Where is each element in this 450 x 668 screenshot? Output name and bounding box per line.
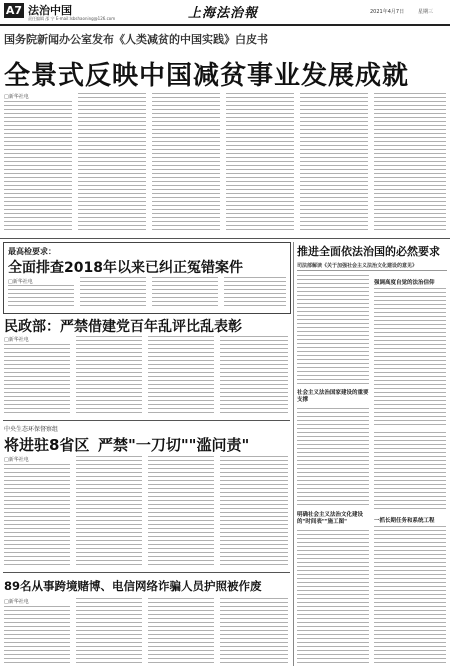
body-column-1 <box>4 344 70 416</box>
issue-weekday: 星期三 <box>418 9 434 15</box>
section-head-1: 强调高度自觉的法治信仰 <box>374 280 435 286</box>
column-divider <box>293 242 294 666</box>
body-column-6 <box>374 93 446 233</box>
story-box-prosecutors <box>3 242 291 314</box>
body-column-4 <box>226 93 294 233</box>
story-byline: □新华社电 <box>4 94 29 100</box>
story-headline: 89名从事跨境赌博、电信网络诈骗人员护照被作废 <box>4 579 262 593</box>
subhead-rule <box>297 270 447 271</box>
section-divider <box>3 572 290 573</box>
story-headline: 民政部：严禁借建党百年乱评比乱表彰 <box>4 319 242 335</box>
body-column-3 <box>148 336 214 416</box>
body-column-2 <box>78 93 146 233</box>
story-headline: 全面排查2018年以来已纠正冤错案件 <box>8 260 243 276</box>
story-kicker: 最高检要求： <box>8 247 56 256</box>
section-divider <box>3 420 290 421</box>
body-column-4 <box>220 598 288 664</box>
body-column-1 <box>8 285 74 309</box>
body-column-4 <box>220 456 288 568</box>
section-head-2: 社会主义法治国家建设的重要支撑 <box>297 390 369 403</box>
body-column-3 <box>152 93 220 233</box>
body-column-2 <box>76 598 142 664</box>
story-byline: □新华社电 <box>4 599 29 605</box>
section-head-3: 明确社会主义法治文化建设的"时间表""施工图" <box>297 512 364 525</box>
body-column-right-1 <box>374 288 446 428</box>
page-code: A7 <box>5 4 23 17</box>
body-column-right-3 <box>374 526 446 664</box>
story-headline-part2: 严禁"一刀切""滥问责" <box>98 436 250 454</box>
section-name: 法治中国 <box>28 4 72 17</box>
editor-line: 责任编辑 邵 宁 E-mail:lsbshaoning@126.com <box>28 16 116 21</box>
body-column-1 <box>4 101 72 233</box>
body-column-3 <box>148 598 214 664</box>
body-column-2 <box>80 277 146 309</box>
body-column-right-2 <box>374 432 446 512</box>
issue-date: 2021年4月7日 <box>370 9 405 15</box>
paper-name: 上海法治報 <box>188 6 259 21</box>
story-headline-part1: 将进驻8省区 <box>4 436 90 454</box>
masthead-rule <box>0 24 450 26</box>
story-kicker: 中央生态环保督察组 <box>4 426 59 433</box>
body-column-1 <box>4 606 70 664</box>
story-headline: 推进全面依法治国的必然要求 <box>297 245 440 258</box>
body-column-5 <box>300 93 368 233</box>
story-kicker: 国务院新闻办公室发布《人类减贫的中国实践》白皮书 <box>4 33 268 46</box>
body-column-4 <box>220 336 288 416</box>
story-subhead: 司法部解读《关于加强社会主义法治文化建设的意见》 <box>297 263 418 269</box>
section-divider <box>0 238 450 239</box>
body-column-4 <box>224 277 286 309</box>
body-column-2 <box>76 336 142 416</box>
body-column-left-2 <box>297 408 369 506</box>
section-head-4: 一抓长期任务和系统工程 <box>374 518 435 524</box>
body-column-left-1 <box>297 275 369 385</box>
body-column-3 <box>152 277 218 309</box>
body-column-3 <box>148 456 214 568</box>
story-byline: □新华社电 <box>4 337 29 343</box>
story-byline: □新华社电 <box>8 279 33 285</box>
body-column-left-3 <box>297 530 369 664</box>
page-code-badge <box>4 3 24 18</box>
story-headline: 全景式反映中国减贫事业发展成就 <box>4 61 410 91</box>
story-byline: □新华社电 <box>4 457 29 463</box>
body-column-2 <box>76 456 142 568</box>
body-column-1 <box>4 464 70 568</box>
